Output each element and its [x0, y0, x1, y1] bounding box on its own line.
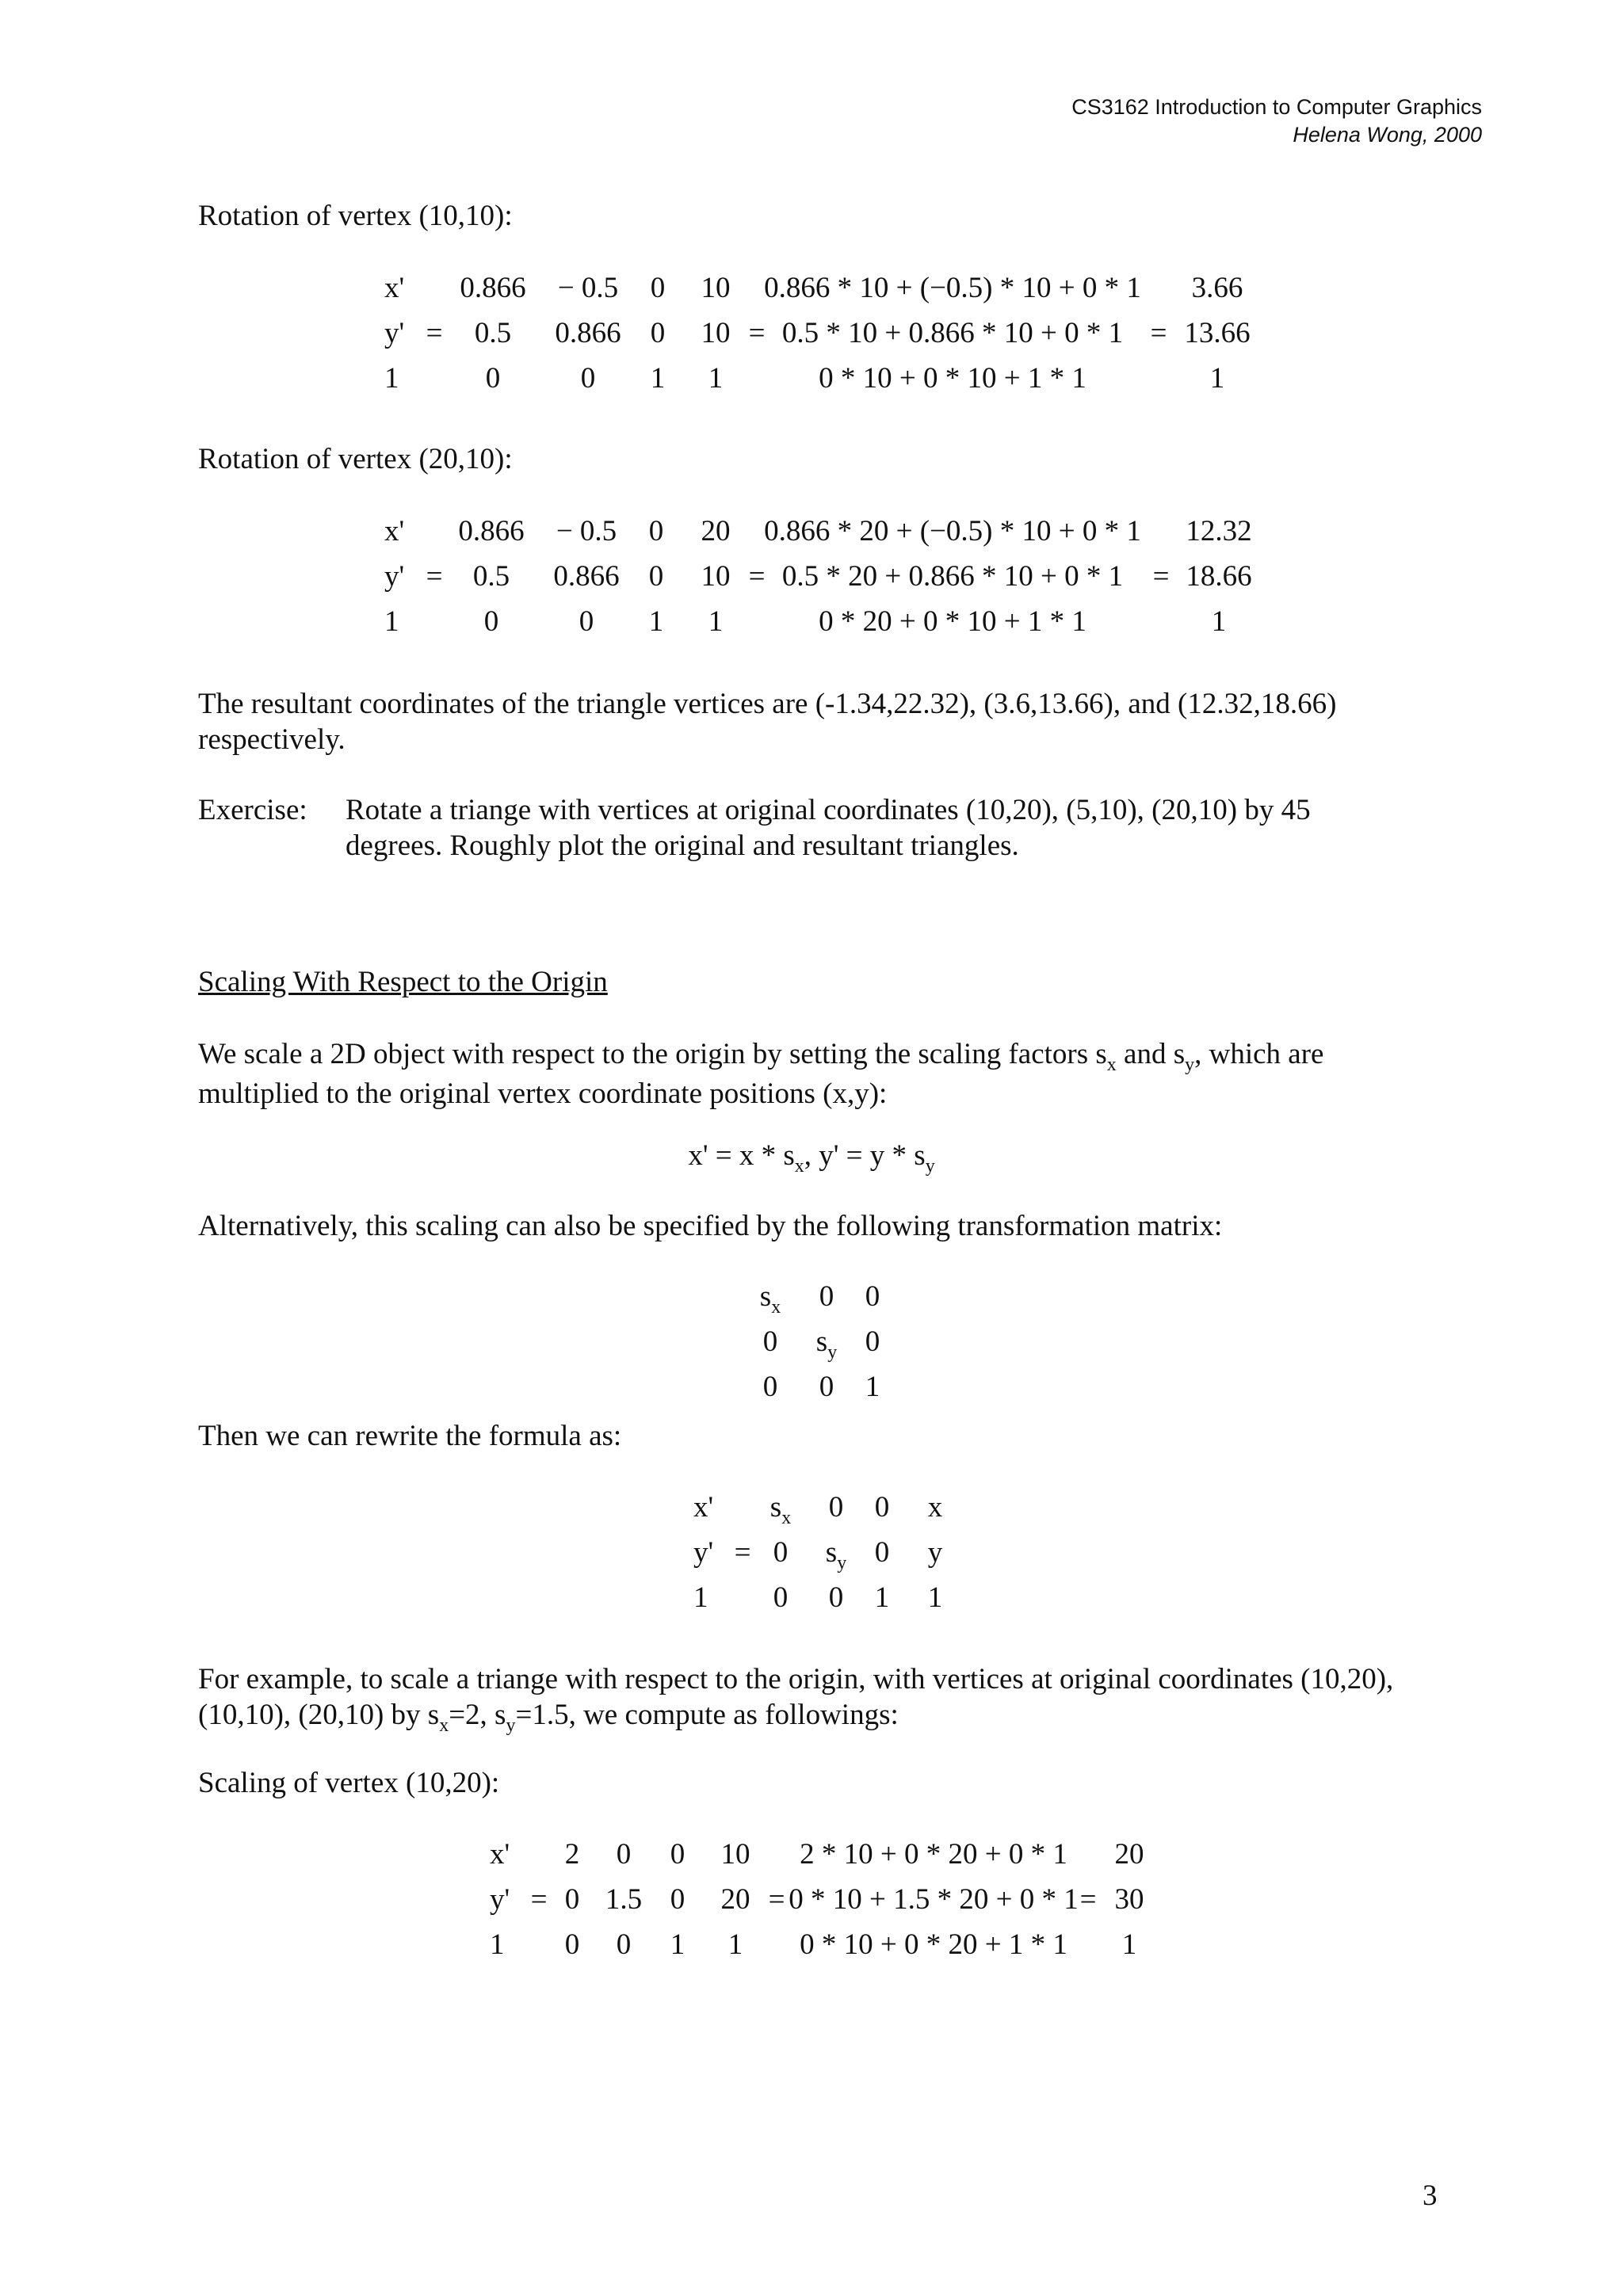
matrix-cell: 0.866 [458, 515, 525, 547]
matrix-cell: 0 [828, 1581, 844, 1614]
equals-sign: = [748, 560, 766, 593]
vector-cell: 1 [927, 1581, 943, 1614]
author-line: Helena Wong, 2000 [1293, 123, 1482, 147]
matrix-cell: 0 [616, 1928, 632, 1961]
lhs-w: 1 [384, 605, 399, 638]
example-text: =2, s [449, 1699, 506, 1731]
matrix-cell: 1 [865, 1371, 880, 1403]
intro-text: We scale a 2D object with respect to the origin by setting the scaling factors s [198, 1038, 1107, 1070]
lhs-y: y' [693, 1536, 714, 1569]
expression: 0.5 * 20 + 0.866 * 10 + 0 * 1 [781, 560, 1124, 593]
subscript-y: y [925, 1156, 935, 1177]
lhs-y: y' [384, 560, 405, 593]
formula-text: , y' = y * s [804, 1139, 926, 1172]
matrix-cell: $s_x$ [759, 1280, 781, 1318]
expression: 0 * 20 + 0 * 10 + 1 * 1 [819, 605, 1086, 638]
result-cell: 3.66 [1191, 272, 1243, 304]
matrix-cell: 0 [648, 515, 664, 547]
matrix-cell: 0 [773, 1536, 789, 1569]
result-cell: 1 [1121, 1928, 1137, 1961]
equals-sign: = [426, 317, 443, 349]
rotation2-caption: Rotation of vertex (20,10): [198, 443, 513, 475]
result-cell: 20 [1114, 1838, 1144, 1871]
expression: 0 * 10 + 0 * 10 + 1 * 1 [819, 362, 1086, 395]
matrix-cell: 0 [616, 1838, 632, 1871]
vector-cell: 10 [701, 272, 731, 304]
page-number: 3 [1423, 2180, 1438, 2212]
subscript-y: y [1185, 1055, 1195, 1075]
expression: 0.866 * 20 + (−0.5) * 10 + 0 * 1 [764, 515, 1141, 547]
formula-text: x' = x * s [688, 1139, 795, 1172]
lhs-y: y' [384, 317, 405, 349]
equals-sign: = [1079, 1883, 1097, 1916]
result-cell: 13.66 [1184, 317, 1251, 349]
subscript-y: y [506, 1715, 516, 1736]
lhs-x: x' [384, 515, 405, 547]
vector-cell: 10 [701, 560, 731, 593]
scaling1-caption: Scaling of vertex (10,20): [198, 1767, 500, 1799]
matrix-cell: 0 [650, 272, 666, 304]
subscript-x: x [794, 1156, 804, 1177]
expression: 0 * 10 + 1.5 * 20 + 0 * 1 [789, 1883, 1079, 1916]
vector-cell: 1 [708, 605, 724, 638]
vector-cell: 10 [720, 1838, 750, 1871]
matrix-cell: 0 [483, 605, 499, 638]
scaling-intro [198, 1036, 1434, 1112]
matrix-cell: 0 [773, 1581, 789, 1614]
result-cell: 1 [1211, 605, 1227, 638]
matrix-cell: 1 [648, 605, 664, 638]
matrix-cell: 0 [819, 1280, 834, 1313]
matrix-cell: − 0.5 [556, 515, 617, 547]
matrix-cell: 0 [580, 362, 596, 395]
matrix-cell: 0 [874, 1536, 890, 1569]
example-text: =1.5, we compute as followings: [515, 1699, 899, 1731]
rotation1-caption: Rotation of vertex (10,10): [198, 200, 513, 232]
matrix-cell: 0 [762, 1325, 778, 1358]
equals-sign: = [1150, 317, 1167, 349]
matrix-cell: − 0.5 [557, 272, 619, 304]
matrix-cell: 0 [819, 1371, 834, 1403]
matrix-cell: 0.866 [460, 272, 526, 304]
matrix-cell: 0 [564, 1883, 580, 1916]
course-title: CS3162 Introduction to Computer Graphics [1071, 95, 1482, 119]
equals-sign: = [768, 1883, 785, 1916]
vector-cell: 20 [701, 515, 731, 547]
scaling-formula [0, 1138, 1623, 1177]
lhs-w: 1 [693, 1581, 708, 1614]
result-cell: 30 [1114, 1883, 1144, 1916]
example-paragraph [198, 1661, 1434, 1737]
vector-cell: 1 [727, 1928, 743, 1961]
subscript-x: x [439, 1715, 449, 1736]
vector-cell: y [927, 1536, 943, 1569]
matrix-cell: 2 [564, 1838, 580, 1871]
matrix-cell: 0.866 [555, 317, 621, 349]
matrix-cell: $s_x$ [769, 1491, 792, 1528]
matrix-cell: 0.866 [553, 560, 620, 593]
matrix-cell: 0 [650, 317, 666, 349]
page-header [1071, 93, 1482, 149]
result-cell: 1 [1209, 362, 1225, 395]
expression: 0.5 * 10 + 0.866 * 10 + 0 * 1 [781, 317, 1124, 349]
matrix-cell: 0 [865, 1280, 880, 1313]
section-heading [198, 964, 1434, 1000]
expression: 0.866 * 10 + (−0.5) * 10 + 0 * 1 [764, 272, 1141, 304]
resultant-paragraph: The resultant coordinates of the triangle vertices are (-1.34,22.32), (3.6,13.66), and (12.32,18.66) respectively. [198, 688, 1337, 756]
matrix-cell: 1 [670, 1928, 685, 1961]
result-cell: 18.66 [1186, 560, 1252, 593]
matrix-cell: $s_y$ [825, 1536, 847, 1573]
intro-text: , which are multiplied to the original vertex coordinate positions (x,y): [198, 1038, 1324, 1110]
matrix-cell: 0 [865, 1325, 880, 1358]
matrix-cell: 0.5 [472, 560, 510, 593]
matrix-cell: 1.5 [605, 1883, 643, 1916]
result-cell: 12.32 [1186, 515, 1252, 547]
alternative-paragraph: Alternatively, this scaling can also be specified by the following transformation matrix: [198, 1210, 1223, 1242]
subscript-x: x [1106, 1055, 1117, 1075]
matrix-cell: 0 [874, 1491, 890, 1524]
lhs-x: x' [490, 1838, 510, 1871]
example-text: For example, to scale a triange with respect to the origin, with vertices at original coordinates (10,20), (10,10), (20,10) by s [198, 1663, 1394, 1731]
lhs-y: y' [490, 1883, 510, 1916]
lhs-w: 1 [384, 362, 399, 395]
matrix-cell: 0 [670, 1838, 685, 1871]
matrix-cell: 0 [579, 605, 594, 638]
equals-sign: = [748, 317, 766, 349]
exercise-text: Rotate a triange with vertices at original coordinates (10,20), (5,10), (20,10) by 45 degrees. Roughly plot the original and resultant triangles. [346, 794, 1311, 862]
matrix-cell: 0 [670, 1883, 685, 1916]
equals-sign: = [530, 1883, 548, 1916]
vector-cell: 20 [720, 1883, 750, 1916]
matrix-cell: 1 [874, 1581, 890, 1614]
lhs-x: x' [693, 1491, 714, 1524]
matrix-cell: 0 [762, 1371, 778, 1403]
intro-text: and s [1116, 1038, 1186, 1070]
matrix-cell: 0 [648, 560, 664, 593]
equals-sign: = [734, 1536, 751, 1569]
expression: 2 * 10 + 0 * 20 + 0 * 1 [800, 1838, 1067, 1871]
matrix-cell: 1 [650, 362, 666, 395]
equals-sign: = [1152, 560, 1170, 593]
lhs-w: 1 [490, 1928, 505, 1961]
vector-cell: 10 [701, 317, 731, 349]
rewrite-paragraph: Then we can rewrite the formula as: [198, 1420, 622, 1452]
equals-sign: = [426, 560, 443, 593]
vector-cell: x [927, 1491, 943, 1524]
expression: 0 * 10 + 0 * 20 + 1 * 1 [800, 1928, 1067, 1961]
matrix-cell: $s_y$ [815, 1325, 838, 1363]
matrix-cell: 0 [564, 1928, 580, 1961]
matrix-cell: 0 [828, 1491, 844, 1524]
lhs-x: x' [384, 272, 405, 304]
matrix-cell: 0 [485, 362, 501, 395]
exercise-label: Exercise: [198, 794, 307, 826]
vector-cell: 1 [708, 362, 724, 395]
section-heading-text: Scaling With Respect to the Origin [198, 966, 608, 998]
matrix-cell: 0.5 [474, 317, 512, 349]
